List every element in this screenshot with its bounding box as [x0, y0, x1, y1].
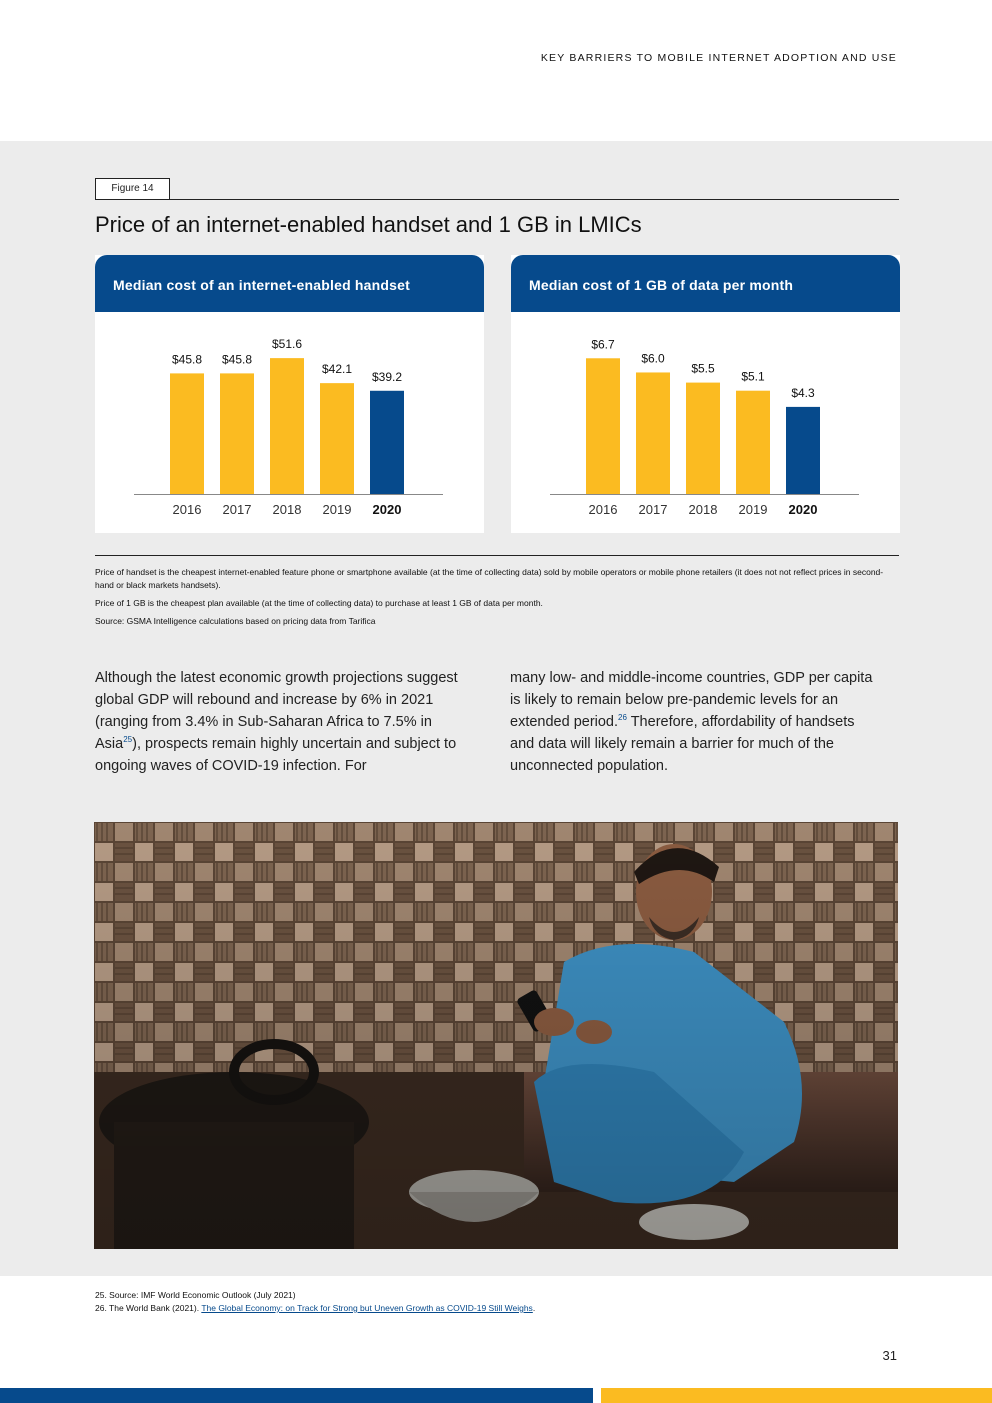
body-text-right — [510, 667, 882, 777]
body-left-text-2: ), prospects remain highly uncertain and subject to ongoing waves of COVID-19 infection. For — [95, 736, 457, 774]
handset-chart-title: Median cost of an internet-enabled handset — [95, 255, 484, 312]
footnote-26 — [95, 1302, 535, 1315]
data-label-2016: $6.7 — [591, 337, 615, 352]
section-header: KEY BARRIERS TO MOBILE INTERNET ADOPTION AND USE — [540, 52, 897, 64]
data-price-note: Price of 1 GB is the cheapest plan available (at the time of collecting data) to purchase at least 1 GB of data per month. — [95, 598, 543, 608]
data-chart-title: Median cost of 1 GB of data per month — [511, 255, 900, 312]
figure-notes — [95, 566, 895, 633]
photo-illustration — [94, 822, 898, 1249]
tick-label-2017: 2017 — [222, 502, 252, 517]
bar-2020 — [786, 407, 820, 494]
tick-label-2018: 2018 — [272, 502, 302, 517]
footnotes — [95, 1289, 535, 1315]
data-chart — [511, 312, 900, 533]
body-text-left — [95, 667, 467, 777]
data-label-2020: $4.3 — [791, 385, 815, 400]
bar-2016 — [586, 358, 620, 494]
bar-2018 — [270, 358, 304, 494]
data-label-2020: $39.2 — [371, 369, 403, 384]
bar-2017 — [636, 372, 670, 494]
handset-price-note: Price of handset is the cheapest internet-enabled feature phone or smartphone available (at the time of collecting data) sold by mobile operators or mobile phone retailers (it does not not reflect prices in second-hand or black markets handsets). — [95, 567, 884, 590]
tick-label-2020: 2020 — [372, 502, 402, 517]
body-right-text-1: many low- and middle-income countries, GDP per capita is likely to remain below pre-pandemic levels for an extended period. — [510, 670, 873, 730]
footnote-26-suffix: . — [532, 1303, 536, 1313]
tick-label-2016: 2016 — [172, 502, 202, 517]
figure-label: Figure 14 — [95, 178, 170, 200]
bar-2017 — [220, 373, 254, 494]
bar-2019 — [320, 383, 354, 494]
figure-divider — [95, 199, 899, 200]
data-label-2019: $42.1 — [321, 362, 353, 377]
figure-title: Price of an internet-enabled handset and 1 GB in LMICs — [95, 212, 642, 237]
footer-bar-yellow — [601, 1388, 992, 1403]
data-label-2017: $45.8 — [221, 352, 253, 367]
footnote-26-text: 26. The World Bank (2021). — [95, 1303, 202, 1313]
handset-chart-panel — [95, 255, 484, 533]
footer-bar-blue — [0, 1388, 593, 1403]
world-bank-link[interactable]: The Global Economy: on Track for Strong but Uneven Growth as COVID-19 Still Weighs — [201, 1303, 533, 1313]
tick-label-2020: 2020 — [788, 502, 818, 517]
data-label-2019: $5.1 — [741, 369, 765, 384]
tick-label-2018: 2018 — [688, 502, 718, 517]
source-note: Source: GSMA Intelligence calculations based on pricing data from Tarifica — [95, 616, 376, 626]
data-label-2016: $45.8 — [171, 352, 203, 367]
footnote-25: 25. Source: IMF World Economic Outlook (July 2021) — [95, 1290, 296, 1300]
bar-2019 — [736, 391, 770, 494]
handset-chart — [95, 312, 484, 533]
photo-man-using-phone — [94, 822, 898, 1249]
data-chart-panel — [511, 255, 900, 533]
body-left-text-1: Although the latest economic growth projections suggest global GDP will rebound and increase by 6% in 2021 (ranging from 3.4% in Sub-Saharan Africa to 7.5% in Asia — [95, 670, 458, 752]
bar-2020 — [370, 391, 404, 494]
tick-label-2016: 2016 — [588, 502, 618, 517]
page-number: 31 — [882, 1348, 897, 1363]
tick-label-2017: 2017 — [638, 502, 668, 517]
data-label-2018: $5.5 — [691, 361, 715, 376]
bar-2016 — [170, 373, 204, 494]
footnote-ref-25[interactable]: 25 — [123, 735, 133, 745]
bar-2018 — [686, 383, 720, 494]
tick-label-2019: 2019 — [738, 502, 768, 517]
data-label-2017: $6.0 — [641, 351, 665, 366]
notes-divider — [95, 555, 899, 556]
tick-label-2019: 2019 — [322, 502, 352, 517]
body-right-text-2: Therefore, affordability of handsets and data will likely remain a barrier for much of the unconnected population. — [510, 714, 855, 774]
footnote-ref-26[interactable]: 26 — [618, 713, 627, 723]
data-label-2018: $51.6 — [271, 337, 303, 352]
